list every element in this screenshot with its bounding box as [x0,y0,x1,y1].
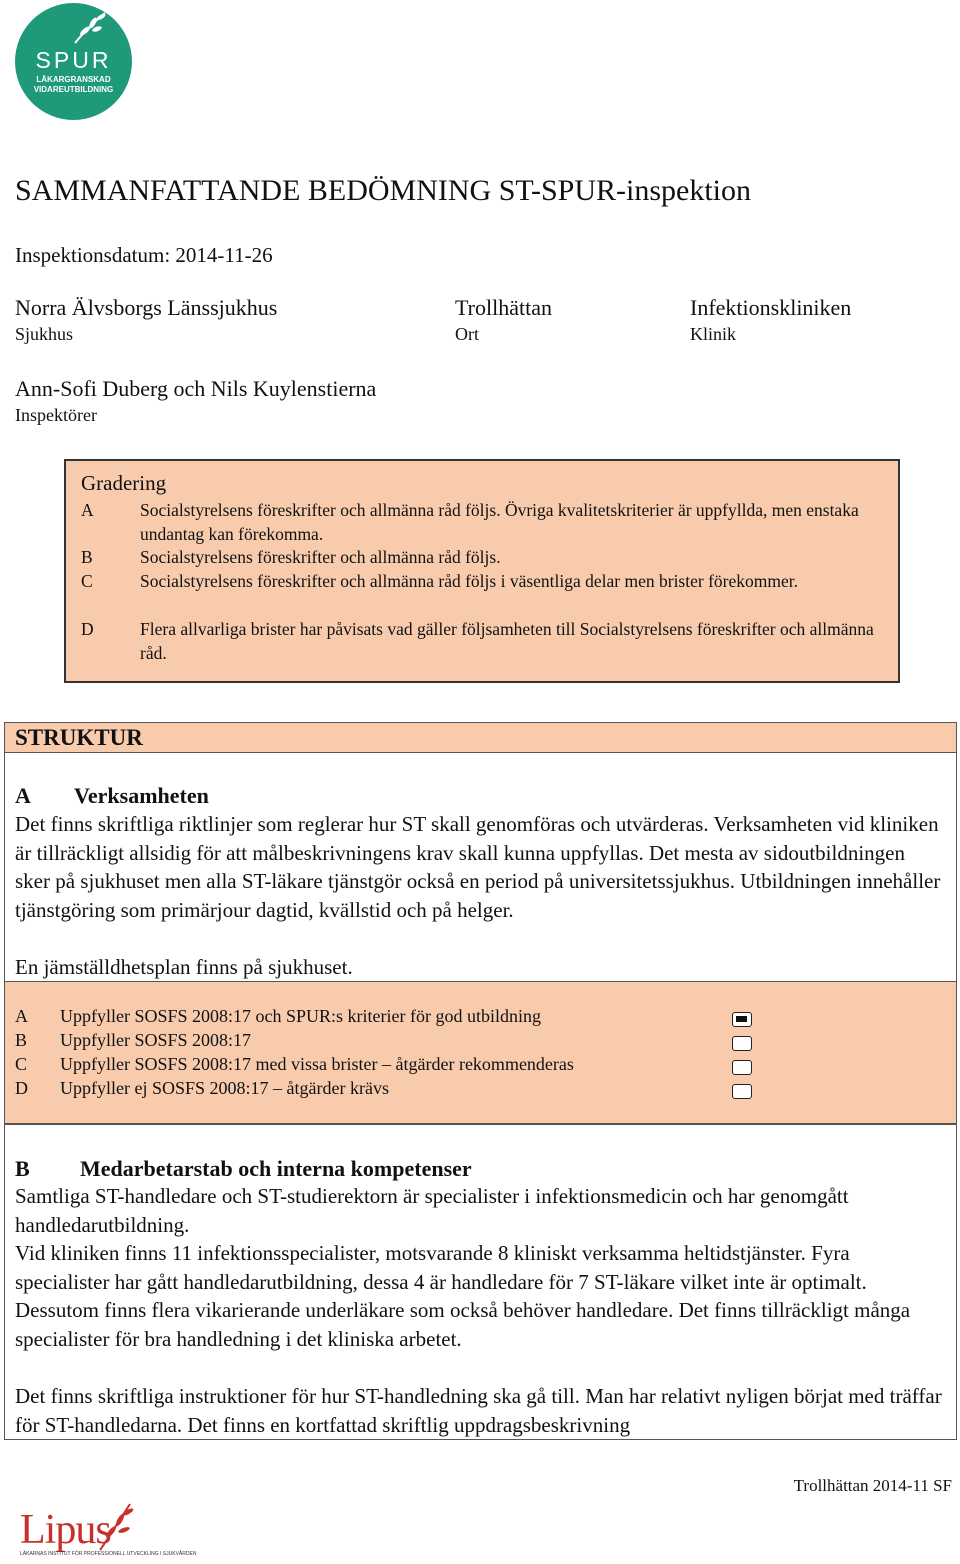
grading-text: Socialstyrelsens föreskrifter och allmänna råd följs. Övriga kvalitetskriterier är uppfyllda, men enstaka undantag kan förekomma. [140,500,859,544]
footer-text: Trollhättan 2014-11 SF [793,1476,952,1495]
section-a-key: A [15,783,31,808]
page-title: SAMMANFATTANDE BEDÖMNING ST-SPUR-inspektion [15,174,751,207]
grading-letter: C [81,571,93,591]
criteria-letter: B [15,1030,28,1050]
section-a-text-2: En jämställdhetsplan finns på sjukhuset. [15,955,353,979]
spur-logo-subtitle: LÄKARGRANSKAD VIDAREUTBILDNING [33,75,114,94]
lipus-logo-name: Lipus [20,1507,111,1553]
struktur-heading: STRUKTUR [15,725,143,750]
spur-logo [15,3,132,120]
inspectors-label: Inspektörer [15,405,97,425]
clinic-value: Infektionskliniken [690,295,852,320]
hospital-value: Norra Älvsborgs Länssjukhus [15,295,278,320]
place-label: Ort [455,324,479,344]
spur-logo-name: SPUR [35,47,112,73]
criteria-checkbox-d[interactable] [732,1084,752,1099]
criteria-text: Uppfyller ej SOSFS 2008:17 – åtgärder krävs [60,1078,389,1098]
hospital-label: Sjukhus [15,324,74,344]
criteria-text: Uppfyller SOSFS 2008:17 [60,1030,252,1050]
grading-letter: D [81,619,94,639]
section-b-text-2: Vid kliniken finns 11 infektionsspecialister, motsvarande 8 kliniskt verksamma heltidstjänster. Fyra specialister har gått handledarutbildning, dessa 4 är handledare för 7 ST-läkare vilket inte är optimalt. Dessutom finns flera vikarierande underläkare som också behöver handledare. Det finns tillräckligt många specialister för bra handledning i det kliniska arbetet. [15,1241,911,1351]
criteria-box [4,981,957,1124]
criteria-checkbox-b[interactable] [732,1036,752,1051]
section-a [4,752,957,982]
criteria-letter: D [15,1078,28,1098]
grading-text: Socialstyrelsens föreskrifter och allmänna råd följs i väsentliga delar men brister förekommer. [140,571,798,591]
lipus-logo [20,1500,197,1560]
olive-branch-icon [71,11,107,45]
section-b-title: Medarbetarstab och interna kompetenser [80,1156,472,1181]
grading-letter: A [81,500,94,520]
section-b [4,1124,957,1440]
criteria-checkbox-a[interactable] [732,1012,752,1027]
criteria-letter: C [15,1054,28,1074]
grading-heading: Gradering [81,471,167,495]
criteria-text: Uppfyller SOSFS 2008:17 med vissa brister – åtgärder rekommenderas [60,1054,574,1074]
grading-box [64,459,900,683]
grading-text: Flera allvarliga brister har påvisats vad gäller följsamheten till Socialstyrelsens föreskrifter och allmänna råd. [140,619,874,663]
section-b-text-1: Samtliga ST-handledare och ST-studierektorn är specialister i infektionsmedicin och har genomgått handledarutbildning. [15,1184,849,1237]
criteria-letter: A [15,1006,28,1026]
lipus-logo-tagline: LÄKARNAS INSTITUT FÖR PROFESSIONELL UTVECKLING I SJUKVÅRDEN [20,1551,197,1557]
criteria-checkbox-c[interactable] [732,1060,752,1075]
section-a-title: Verksamheten [74,783,209,808]
section-a-text: Det finns skriftliga riktlinjer som reglerar hur ST skall genomföras och utvärderas. Verksamheten vid kliniken är tillräckligt allsidig för att målbeskrivningens krav skall kunna uppfyllas. Det mesta av sidoutbildningen sker på sjukhuset men alla ST-läkare tjänstgör också en period på universitetssjukhus. Utbildningen innehåller tjänstgöring som primärjour dagtid, kvällstid och på helger. [15,812,941,922]
grading-letter: B [81,547,93,567]
section-b-key: B [15,1156,30,1181]
grading-text: Socialstyrelsens föreskrifter och allmänna råd följs. [140,547,501,567]
struktur-header [4,722,957,753]
inspection-date: Inspektionsdatum: 2014-11-26 [15,243,273,267]
criteria-text: Uppfyller SOSFS 2008:17 och SPUR:s kriterier för god utbildning [60,1006,541,1026]
place-value: Trollhättan [455,295,552,320]
clinic-label: Klinik [690,324,737,344]
section-b-text-3: Det finns skriftliga instruktioner för hur ST-handledning ska gå till. Man har relativt nyligen börjat med träffar för ST-handledarna. Det finns en kortfattad skriftlig uppdragsbeskrivning [15,1384,942,1437]
inspectors-value: Ann-Sofi Duberg och Nils Kuylenstierna [15,376,377,401]
